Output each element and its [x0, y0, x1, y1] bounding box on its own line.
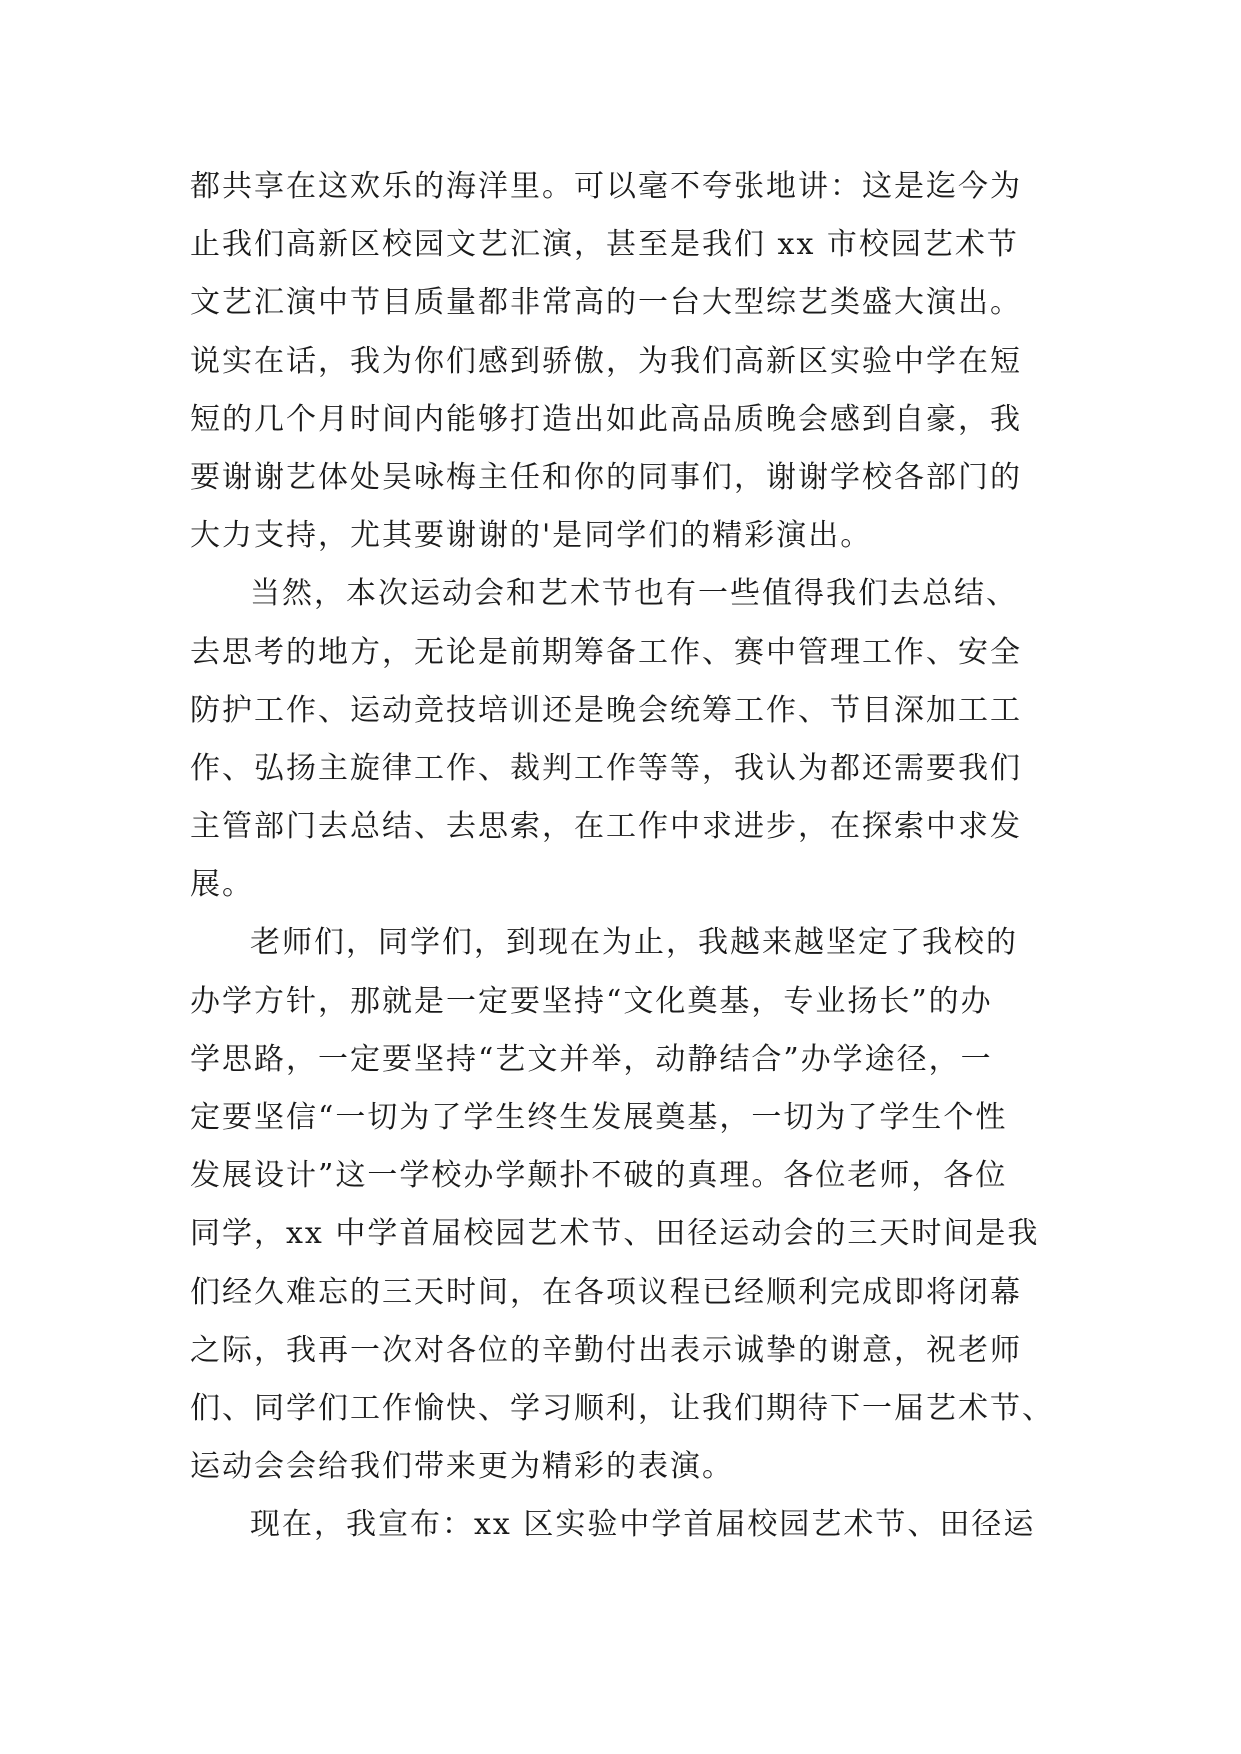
- text-line: 老师们，同学们，到现在为止，我越来越坚定了我校的: [250, 925, 1018, 961]
- text-line: 大力支持，尤其要谢谢的'是同学们的精彩演出。: [190, 518, 873, 554]
- text-line: 同学，xx 中学首届校园艺术节、田径运动会的三天时间是我: [190, 1216, 1040, 1252]
- text-line: 止我们高新区校园文艺汇演，甚至是我们 xx 市校园艺术节: [190, 227, 1019, 263]
- text-line: 运动会会给我们带来更为精彩的表演。: [190, 1449, 734, 1485]
- text-line: 当然，本次运动会和艺术节也有一些值得我们去总结、: [250, 576, 1018, 612]
- text-line: 都共享在这欢乐的海洋里。可以毫不夸张地讲：这是迄今为: [190, 169, 1022, 204]
- text-line: 短的几个月时间内能够打造出如此高品质晚会感到自豪，我: [190, 401, 1022, 437]
- text-line: 发展设计”这一学校办学颠扑不破的真理。各位老师，各位: [190, 1158, 1008, 1194]
- text-line: 主管部门去总结、去思索，在工作中求进步，在探索中求发: [190, 809, 1022, 845]
- text-line: 学思路，一定要坚持“艺文并举，动静结合”办学途径，一: [190, 1041, 993, 1077]
- text-line: 展。: [190, 867, 254, 903]
- text-line: 之际，我再一次对各位的辛勤付出表示诚挚的谢意，祝老师: [190, 1332, 1022, 1368]
- text-line: 去思考的地方，无论是前期筹备工作、赛中管理工作、安全: [190, 634, 1022, 670]
- document-body: [190, 158, 1090, 1555]
- text-line: 文艺汇演中节目质量都非常高的一台大型综艺类盛大演出。: [190, 285, 1022, 321]
- text-line: 办学方针，那就是一定要坚持“文化奠基，专业扬长”的办: [190, 983, 993, 1019]
- text-line: 要谢谢艺体处吴咏梅主任和你的同事们，谢谢学校各部门的: [190, 459, 1022, 495]
- text-line: 作、弘扬主旋律工作、裁判工作等等，我认为都还需要我们: [190, 750, 1022, 786]
- text-line: 们、同学们工作愉快、学习顺利，让我们期待下一届艺术节、: [190, 1390, 1054, 1426]
- text-line: 定要坚信“一切为了学生终生发展奠基，一切为了学生个性: [190, 1100, 1008, 1135]
- text-line: 现在，我宣布：xx 区实验中学首届校园艺术节、田径运: [250, 1507, 1036, 1543]
- text-line: 防护工作、运动竞技培训还是晚会统筹工作、节目深加工工: [190, 692, 1022, 728]
- text-line: 们经久难忘的三天时间，在各项议程已经顺利完成即将闭幕: [190, 1274, 1022, 1310]
- text-line: 说实在话，我为你们感到骄傲，为我们高新区实验中学在短: [190, 343, 1022, 379]
